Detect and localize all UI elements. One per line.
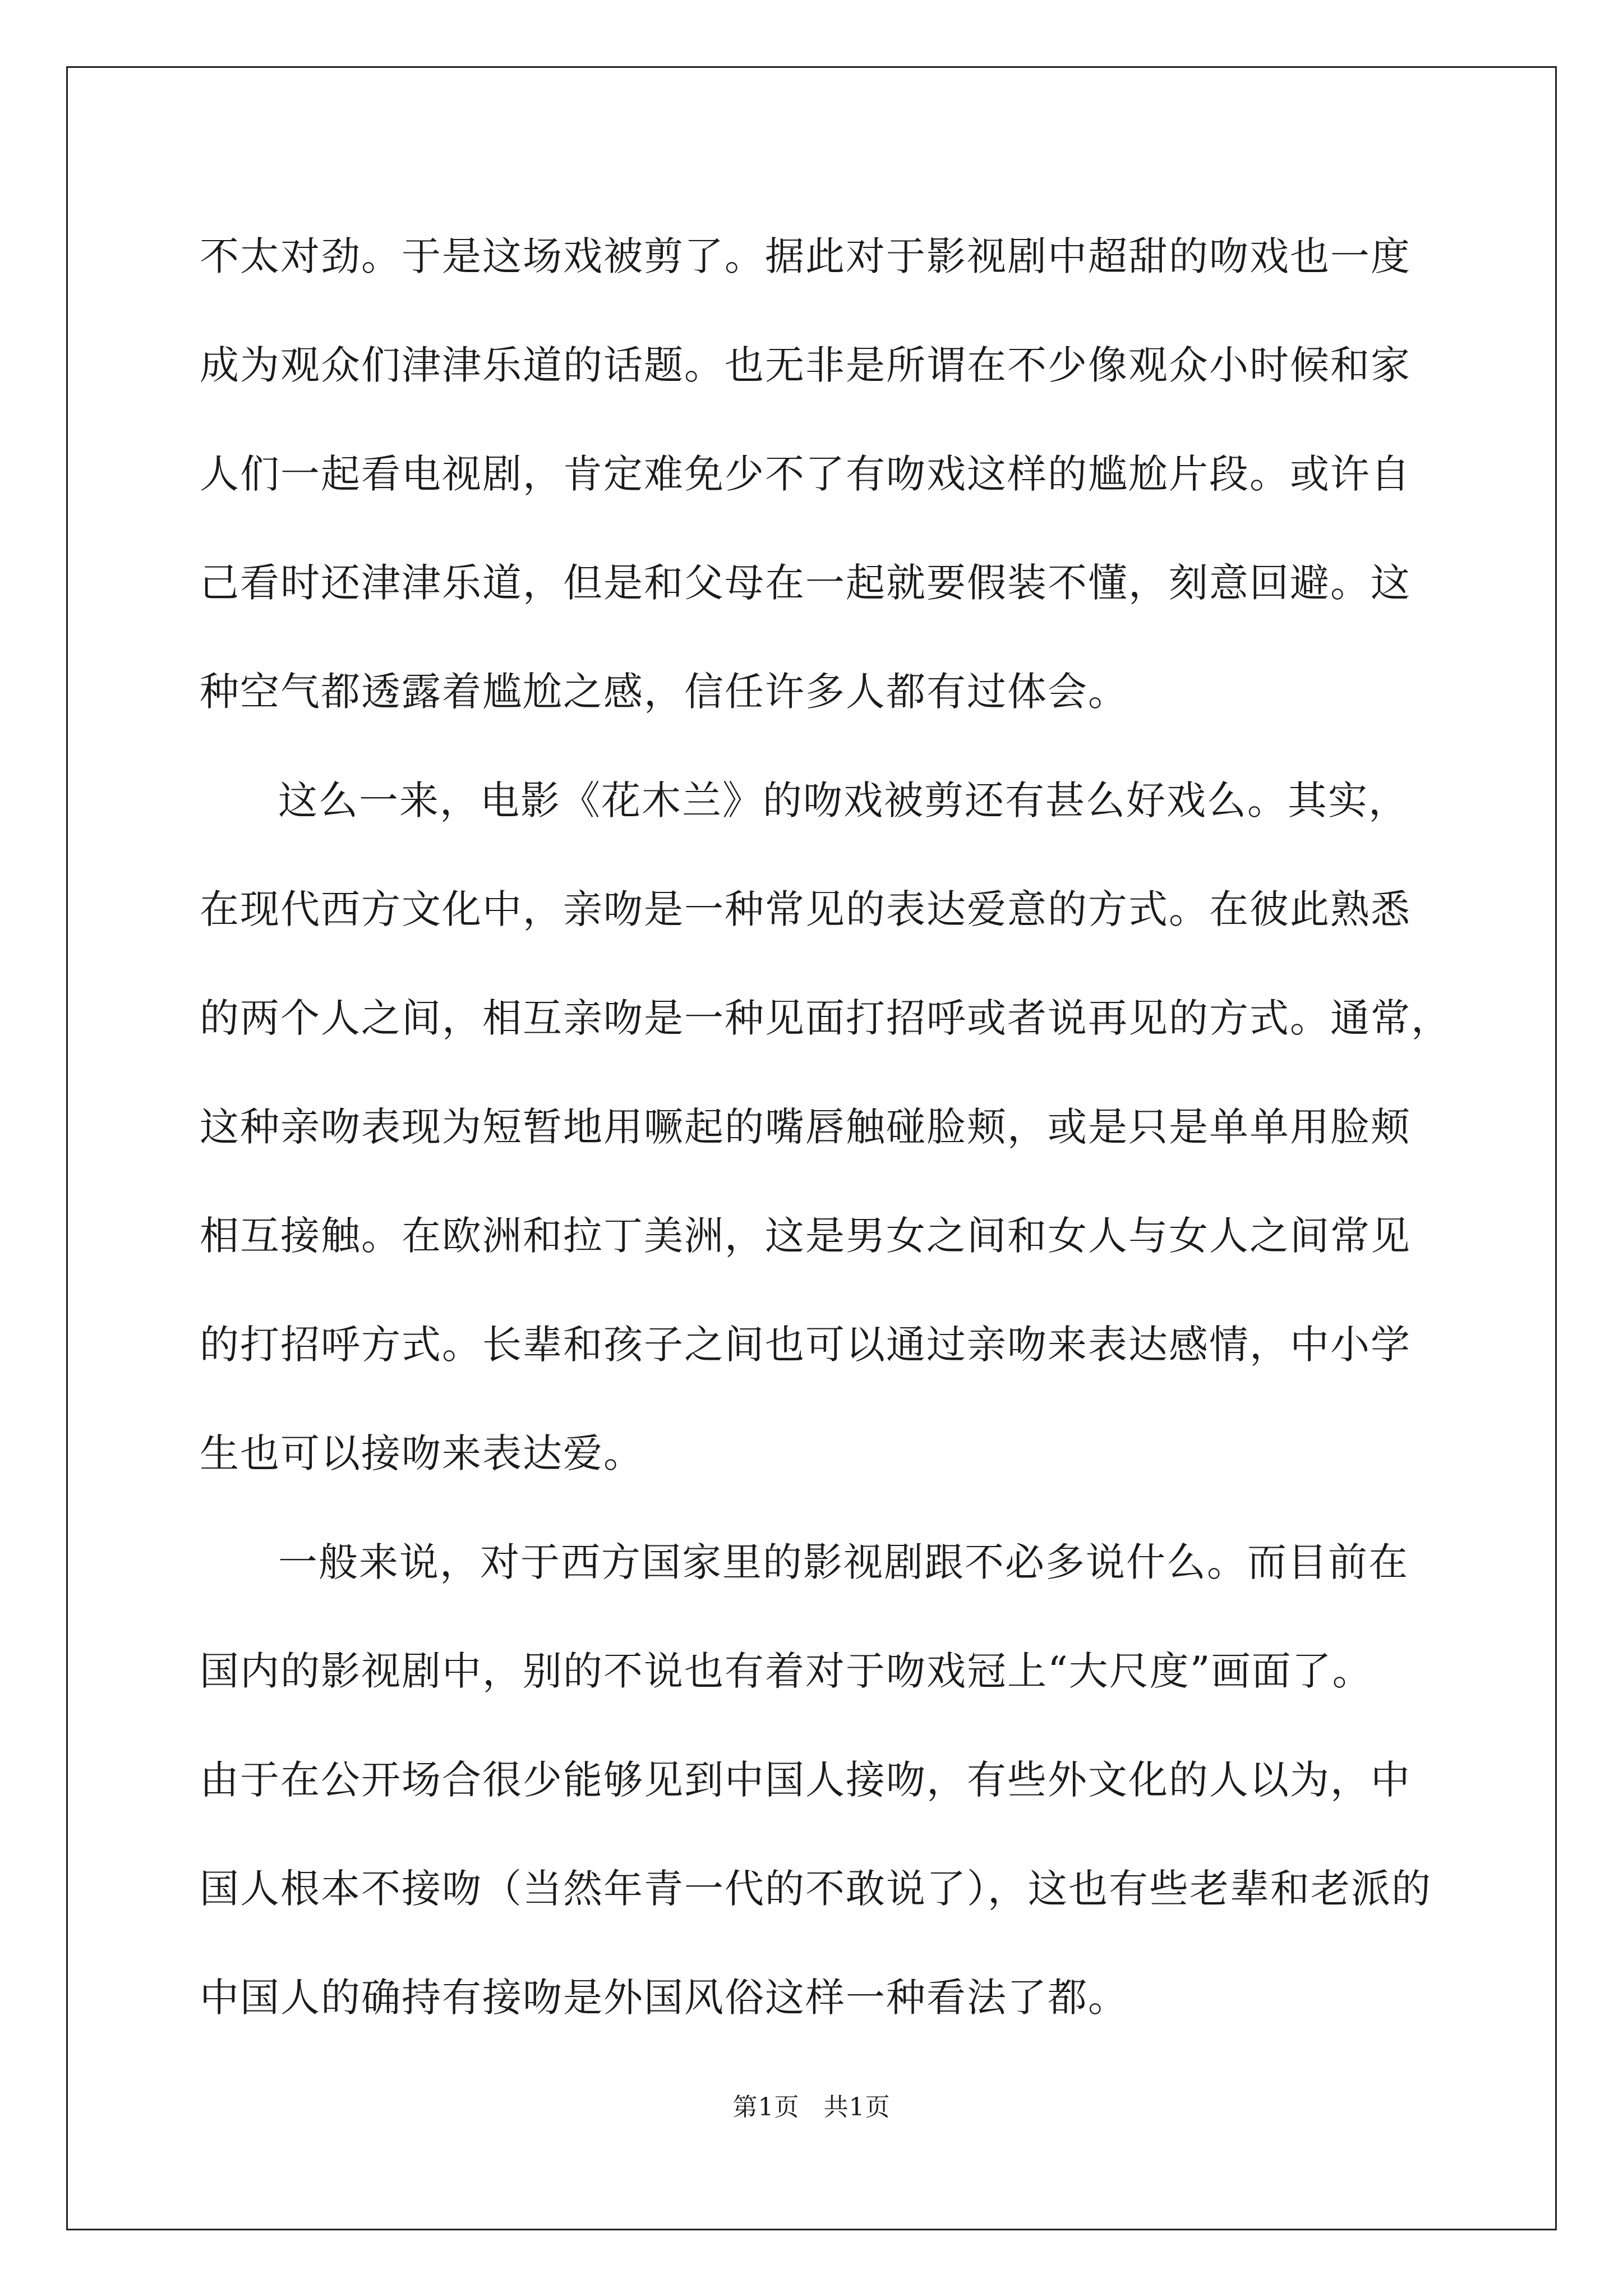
- text-line: 的打招呼方式。长辈和孩子之间也可以通过亲吻来表达感情，中小学: [200, 1322, 1411, 1368]
- text-line: 成为观众们津津乐道的话题。也无非是所谓在不少像观众小时候和家: [200, 342, 1411, 388]
- text-line: 由于在公开场合很少能够见到中国人接吻，有些外文化的人以为，中: [200, 1757, 1411, 1803]
- text-line: 己看时还津津乐道，但是和父母在一起就要假装不懂，刻意回避。这: [200, 560, 1411, 606]
- text-line: 在现代西方文化中，亲吻是一种常见的表达爱意的方式。在彼此熟悉: [200, 886, 1411, 932]
- text-line: 国内的影视剧中，别的不说也有着对于吻戏冠上“大尺度”画面了。: [200, 1648, 1373, 1694]
- text-line: 这种亲吻表现为短暂地用噘起的嘴唇触碰脸颊，或是只是单单用脸颊: [200, 1104, 1411, 1150]
- page-number: 第1页: [732, 2093, 800, 2122]
- page-footer: [0, 2087, 1623, 2123]
- text-line: 的两个人之间，相互亲吻是一种见面打招呼或者说再见的方式。通常，: [200, 995, 1451, 1041]
- text-line: 不太对劲。于是这场戏被剪了。据此对于影视剧中超甜的吻戏也一度: [200, 233, 1411, 279]
- text-line: 种空气都透露着尴尬之感，信任许多人都有过体会。: [200, 669, 1128, 715]
- text-line: 国人根本不接吻（当然年青一代的不敢说了），这也有些老辈和老派的: [200, 1866, 1432, 1912]
- page-total: 共1页: [823, 2093, 891, 2122]
- text-line: 这么一来，电影《花木兰》的吻戏被剪还有甚么好戏么。其实，: [278, 777, 1409, 823]
- document-body: [200, 202, 1451, 2052]
- text-line: 一般来说，对于西方国家里的影视剧跟不必多说什么。而目前在: [278, 1539, 1409, 1585]
- text-line: 中国人的确持有接吻是外国风俗这样一种看法了都。: [200, 1975, 1128, 2021]
- text-line: 相互接触。在欧洲和拉丁美洲，这是男女之间和女人与女人之间常见: [200, 1213, 1411, 1259]
- text-line: 人们一起看电视剧，肯定难免少不了有吻戏这样的尴尬片段。或许自: [200, 451, 1411, 497]
- text-line: 生也可以接吻来表达爱。: [200, 1430, 644, 1476]
